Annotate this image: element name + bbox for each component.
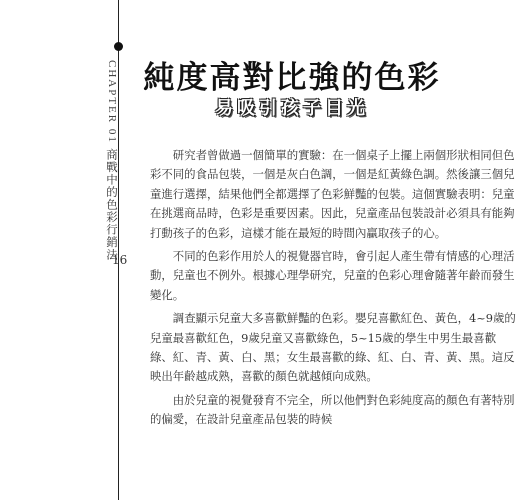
page-title-text: 純度高對比強的色彩 [143, 60, 441, 96]
paragraph: 調查顯示兒童大多喜歡鮮豔的色彩。嬰兒喜歡紅色、黃色，4~9歲的兒童最喜歡紅色，9歲兒童又喜歡綠色，5~15歲的學生中男生最喜歡綠、紅、青、黃、白、黑；女生最喜歡的綠、紅、白、青、黃、黑。這反映出年齡越成熟，喜歡的顏色就越傾向成熟。 [150, 311, 516, 384]
paragraph: 不同的色彩作用於人的視覺器官時，會引起人產生帶有情感的心理活動，兒童也不例外。根據心理學研究，兒童的色彩心理會隨著年齡而發生變化。 [150, 249, 515, 302]
page-subtitle [0, 94, 520, 120]
paragraph: 由於兒童的視覺發育不完全，所以他們對色彩純度高的顏色有著特別的偏愛，在設計兒童產品包裝的時候 [150, 392, 515, 427]
chapter-label: CHAPTER 01 [106, 60, 118, 144]
body-text [150, 146, 516, 430]
section-label: 商戰中的色彩行銷法 [105, 148, 119, 262]
page-title [0, 52, 520, 97]
paragraph: 研究者曾做過一個簡單的實驗：在一個桌子上擺上兩個形狀相同但色彩不同的食品包裝，一個是灰白色調，一個是紅黃綠色調。然後讓三個兒童進行選擇，結果他們全都選擇了色彩鮮豔的包裝。這個實驗表明：兒童在挑選商品時，色彩是重要因素。因此，兒童產品包裝設計必須具有能夠打動孩子的色彩，這樣才能在最短的時間內贏取孩子的心。 [150, 148, 515, 240]
page-subtitle-text: 易吸引孩子目光 [215, 98, 369, 119]
chapter-bullet-icon [114, 42, 123, 51]
page-number: 16 [112, 253, 128, 267]
